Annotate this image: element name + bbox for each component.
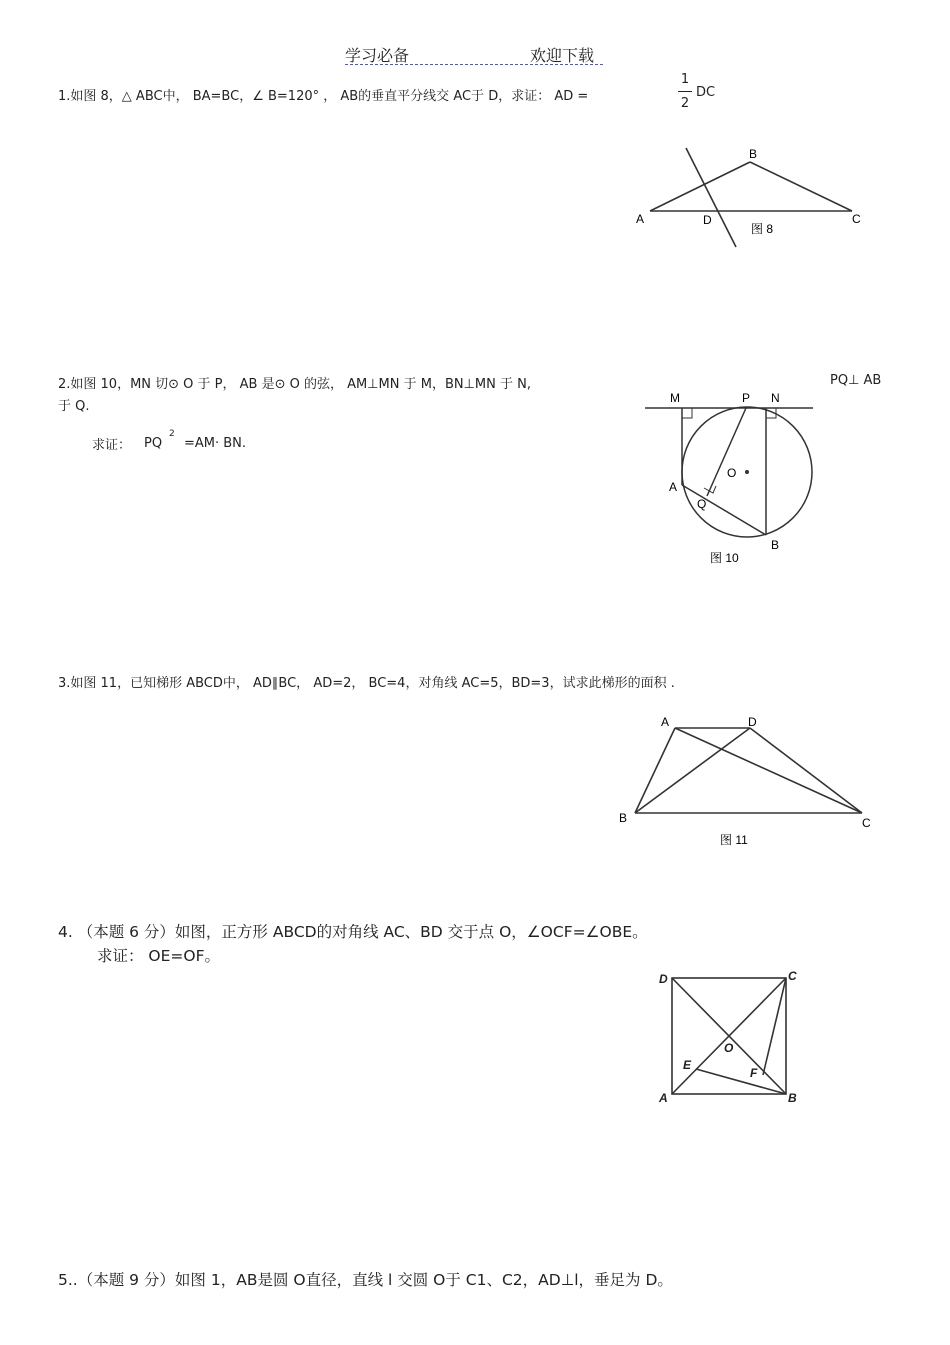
- header-left: 学习必备: [345, 46, 410, 65]
- problem-3-text: 3.如图 11，已知梯形 ABCD中， AD∥BC， AD=2， BC=4，对角线 AC=5，BD=3，试求此梯形的面积 .: [58, 676, 675, 691]
- label-c: C: [862, 816, 871, 830]
- header-right: 欢迎下载: [530, 46, 595, 65]
- label-p: P: [742, 391, 751, 405]
- figure-11: [610, 710, 880, 850]
- label-a: A: [659, 1091, 668, 1105]
- figure-caption: 图 10: [710, 551, 739, 565]
- problem-1-tail: DC: [696, 85, 716, 100]
- right-angle-m: [682, 408, 692, 418]
- label-b: B: [619, 811, 628, 825]
- label-o: O: [724, 1041, 734, 1055]
- figure-caption: 图 8: [751, 222, 774, 236]
- diagonal-ac: [675, 728, 862, 813]
- fraction-denominator: 2: [680, 96, 690, 111]
- label-n: N: [771, 391, 780, 405]
- label-e: E: [683, 1058, 692, 1072]
- center-point: [745, 470, 749, 474]
- segment-ab: [650, 162, 750, 211]
- figure-caption: 图 11: [720, 833, 748, 847]
- problem-4-line1: 4. （本题 6 分）如图，正方形 ABCD的对角线 AC、BD 交于点 O，∠OCF=∠OBE。: [58, 923, 648, 941]
- problem-2-line1: 2.如图 10，MN 切⊙ O 于 P， AB 是⊙ O 的弦， AM⊥MN 于 M，BN⊥MN 于 N,: [58, 377, 531, 392]
- label-b: B: [788, 1091, 797, 1105]
- label-a: A: [661, 715, 670, 729]
- figure-8: [625, 140, 885, 260]
- figure-10: [640, 385, 825, 570]
- diagonal-bd: [635, 728, 750, 813]
- segment-cf: [763, 978, 786, 1075]
- label-c: C: [788, 969, 797, 983]
- segment-bc: [750, 162, 852, 211]
- segment-pq: [707, 408, 746, 496]
- label-c: C: [852, 212, 861, 226]
- label-f: F: [750, 1066, 758, 1080]
- fraction-bar: [678, 91, 692, 92]
- segment-eb: [696, 1069, 786, 1094]
- problem-2-line2: 于 Q.: [58, 399, 90, 414]
- label-q: Q: [697, 497, 707, 511]
- problem-4-line2: 求证： OE=OF。: [97, 947, 221, 965]
- label-m: M: [670, 391, 680, 405]
- header-divider: [345, 64, 603, 65]
- label-a: A: [669, 480, 678, 494]
- prove-rest: =AM· BN.: [184, 436, 247, 451]
- label-a: A: [636, 212, 645, 226]
- label-b: B: [771, 538, 780, 552]
- prove-pq: PQ: [144, 436, 163, 451]
- label-d: D: [659, 972, 668, 986]
- label-o: O: [727, 466, 737, 480]
- bisector-line: [686, 148, 736, 247]
- label-d: D: [748, 715, 757, 729]
- problem-5-text: 5..（本题 9 分）如图 1，AB是圆 O直径，直线 l 交圆 O于 C1、C2，AD⊥l，垂足为 D。: [58, 1271, 673, 1289]
- prove-label: 求证：: [92, 438, 132, 453]
- label-b: B: [749, 147, 758, 161]
- label-d: D: [703, 213, 712, 227]
- problem-1-text: 1.如图 8，△ ABC中， BA=BC，∠ B=120° ， AB的垂直平分线交 AC于 D，求证： AD =: [58, 89, 589, 104]
- fraction-numerator: 1: [680, 72, 690, 87]
- prove-exponent: 2: [169, 429, 175, 439]
- problem-2-right: PQ⊥ AB: [830, 373, 882, 388]
- segment-ab: [635, 728, 675, 813]
- figure-square: [655, 965, 805, 1110]
